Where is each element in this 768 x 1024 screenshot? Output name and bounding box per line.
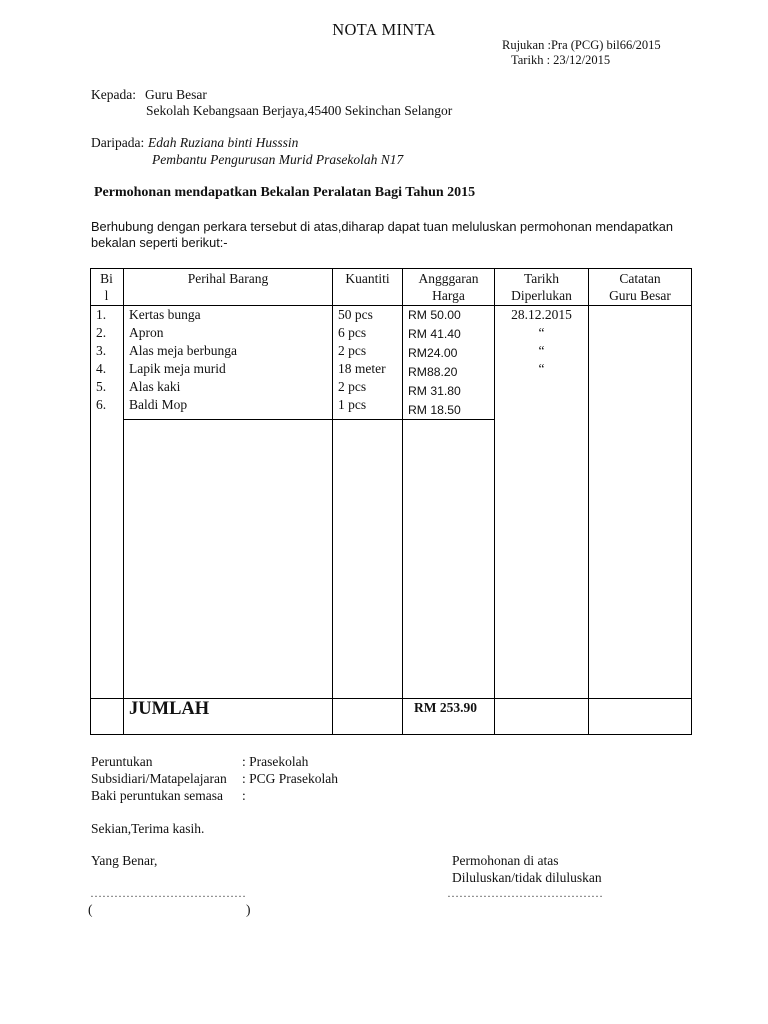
item-quantity: 50 pcs — [338, 307, 373, 322]
reference-number: Rujukan :Pra (PCG) bil66/2015 — [502, 38, 661, 52]
jumlah-label: JUMLAH — [129, 699, 210, 719]
signature-line-right: ………………………………… — [447, 886, 603, 900]
allocation-label: Subsidiari/Matapelajaran — [91, 771, 227, 786]
row-number: 1. 2. 3. 4. 5. 6. — [96, 307, 107, 412]
item-price: RM 41.40 — [408, 327, 461, 341]
item-price: RM24.00 — [408, 346, 458, 360]
item-date: “ — [538, 343, 545, 358]
signature-line-left: ………………………………… — [90, 886, 246, 900]
item-price: RM88.20 — [408, 365, 458, 379]
item-description: Alas meja berbunga — [129, 343, 237, 358]
item-description: Apron — [129, 325, 164, 340]
header-perihal: Perihal Barang — [187, 271, 269, 286]
daripada-position: Pembantu Pengurusan Murid Prasekolah N17 — [152, 152, 404, 167]
reference-block — [502, 38, 661, 68]
quantity-list — [338, 306, 386, 414]
date-list — [495, 306, 588, 378]
allocation-labels — [91, 753, 227, 804]
item-description: Lapik meja murid — [129, 361, 226, 376]
item-description: Alas kaki — [129, 379, 181, 394]
body-paragraph: Berhubung dengan perkara tersebut di atas,diharap dapat tuan meluluskan permohonan mendapatkan bekalan seperti berikut:- — [91, 219, 673, 250]
name-bracket-close: ) — [246, 902, 251, 917]
header-tarikh: Tarikh Diperlukan — [511, 271, 572, 303]
item-price: RM 50.00 — [408, 308, 461, 322]
approval-line-2: Diluluskan/tidak diluluskan — [452, 870, 602, 885]
item-list — [129, 306, 237, 414]
kepada-address: Sekolah Kebangsaan Berjaya,45400 Sekinchan Selangor — [146, 103, 453, 118]
kepada-label: Kepada: — [91, 87, 136, 102]
reference-date: Tarikh : 23/12/2015 — [511, 53, 611, 67]
item-price: RM 18.50 — [408, 403, 461, 417]
item-date: “ — [538, 325, 545, 340]
name-bracket-open: ( — [88, 902, 93, 917]
item-description: Baldi Mop — [129, 397, 188, 412]
allocation-values — [242, 753, 338, 804]
request-table — [90, 268, 692, 735]
allocation-label: Peruntukan — [91, 754, 153, 769]
item-date: “ — [538, 361, 545, 376]
yang-benar: Yang Benar, — [91, 853, 158, 868]
item-quantity: 18 meter — [338, 361, 386, 376]
allocation-value: : PCG Prasekolah — [242, 771, 338, 786]
item-date: 28.12.2015 — [511, 307, 572, 322]
approval-line-1: Permohonan di atas — [452, 853, 559, 868]
header-catatan: Catatan Guru Besar — [609, 271, 671, 303]
item-quantity: 2 pcs — [338, 343, 367, 358]
allocation-value: : Prasekolah — [242, 754, 309, 769]
total-amount: RM 253.90 — [414, 700, 477, 715]
kepada-name: Guru Besar — [145, 87, 207, 102]
header-kuantiti: Kuantiti — [345, 271, 390, 286]
item-description: Kertas bunga — [129, 307, 201, 322]
header-anggaran: Angggaran Harga — [418, 271, 479, 303]
item-quantity: 2 pcs — [338, 379, 367, 394]
document-title: NOTA MINTA — [332, 20, 436, 39]
allocation-label: Baki peruntukan semasa — [91, 788, 223, 803]
allocation-value: : — [242, 788, 246, 803]
daripada-name: Edah Ruziana binti Husssin — [148, 135, 299, 150]
item-quantity: 1 pcs — [338, 397, 367, 412]
closing-text: Sekian,Terima kasih. — [91, 821, 205, 836]
header-bil: Bi l — [100, 271, 113, 303]
subject-heading: Permohonan mendapatkan Bekalan Peralatan Bagi Tahun 2015 — [94, 185, 476, 200]
price-list — [408, 306, 461, 420]
item-quantity: 6 pcs — [338, 325, 367, 340]
daripada-label: Daripada: — [91, 135, 145, 150]
item-price: RM 31.80 — [408, 384, 461, 398]
